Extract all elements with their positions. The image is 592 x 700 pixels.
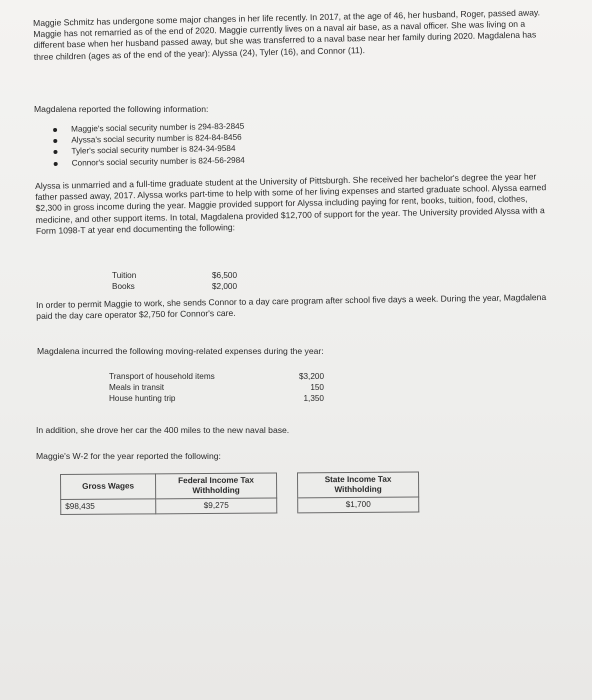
w2-column-gap <box>277 498 298 513</box>
w2-state-withholding: $1,700 <box>298 497 419 513</box>
w2-heading: Maggie's W-2 for the year reported the following: <box>36 451 221 461</box>
daycare-paragraph: In order to permit Maggie to work, she sends Connor to a day care program after school five days a week. During the year, Magdalena paid the day care operator $2,750 for Connor's care. <box>36 291 547 322</box>
ssn-item-tyler: Tyler's social security number is 824-34-9584 <box>53 139 453 157</box>
moving-expense-label: Transport of household items <box>109 372 215 381</box>
w2-header-row <box>61 472 419 499</box>
w2-value-row <box>61 497 419 514</box>
form-1098t-row <box>112 270 272 281</box>
moving-expense-label: House hunting trip <box>109 394 176 403</box>
ssn-item-maggie: Maggie's social security number is 294-83-2845 <box>53 117 453 135</box>
intro-paragraph: Maggie Schmitz has undergone some major changes in her life recently. In 2017, at the age of 46, her husband, Roger, passed away. Maggie has not remarried as of the end of 2020. Maggie currently lives on a naval air base, as a naval officer. She was living on a different base when her husband passed away, but she was transferred to a naval base near her family during 2020. Magdalena has three children (ages as of the end of the year): Alyssa (24), Tyler (16), and Connor (11). <box>33 7 541 62</box>
w2-header-federal-withholding: Federal Income Tax Withholding <box>156 473 277 499</box>
tuition-label: Tuition <box>112 271 137 280</box>
moving-expenses-list <box>109 371 324 404</box>
w2-table <box>60 471 419 515</box>
w2-gross-wages: $98,435 <box>61 499 156 515</box>
alyssa-paragraph: Alyssa is unmarried and a full-time graduate student at the University of Pittsburgh. She received her bachelor's degree the year her father passed away, 2017. Alyssa works part-time to help with some of her living expenses and started graduate school. Alyssa earned $2,300 in gross income during the year. Maggie provided support for Alyssa including paying for rent, books, tuition, food, clothes, medicine, and other support items. In total, Magdalena provided $12,700 of support for the year. The University provided Alyssa with a Form 1098-T at year end documenting the following: <box>35 171 547 236</box>
form-1098t-row <box>112 281 272 292</box>
ssn-item-alyssa: Alyssa's social security number is 824-84-8456 <box>53 128 453 146</box>
w2-federal-withholding: $9,275 <box>156 498 277 514</box>
ssn-list <box>53 117 454 169</box>
books-label: Books <box>112 282 135 291</box>
ssn-item-connor: Connor's social security number is 824-56-2984 <box>54 151 454 169</box>
w2-header-state-withholding: State Income Tax Withholding <box>297 472 418 498</box>
drive-paragraph: In addition, she drove her car the 400 miles to the new naval base. <box>36 425 290 435</box>
w2-header-gross-wages: Gross Wages <box>61 474 156 500</box>
moving-expense-row <box>109 382 324 393</box>
tuition-value: $6,500 <box>212 271 238 280</box>
moving-heading: Magdalena incurred the following moving-related expenses during the year: <box>37 346 324 356</box>
books-value: $2,000 <box>212 282 238 291</box>
moving-expense-value: 1,350 <box>303 394 324 403</box>
w2-column-gap <box>276 473 297 498</box>
moving-expense-row <box>109 371 324 382</box>
reported-info-heading: Magdalena reported the following information: <box>34 104 209 114</box>
moving-expense-row <box>109 393 324 404</box>
form-1098t-list <box>112 270 272 292</box>
moving-expense-value: $3,200 <box>298 372 324 381</box>
moving-expense-label: Meals in transit <box>109 383 165 392</box>
moving-expense-value: 150 <box>310 383 324 392</box>
